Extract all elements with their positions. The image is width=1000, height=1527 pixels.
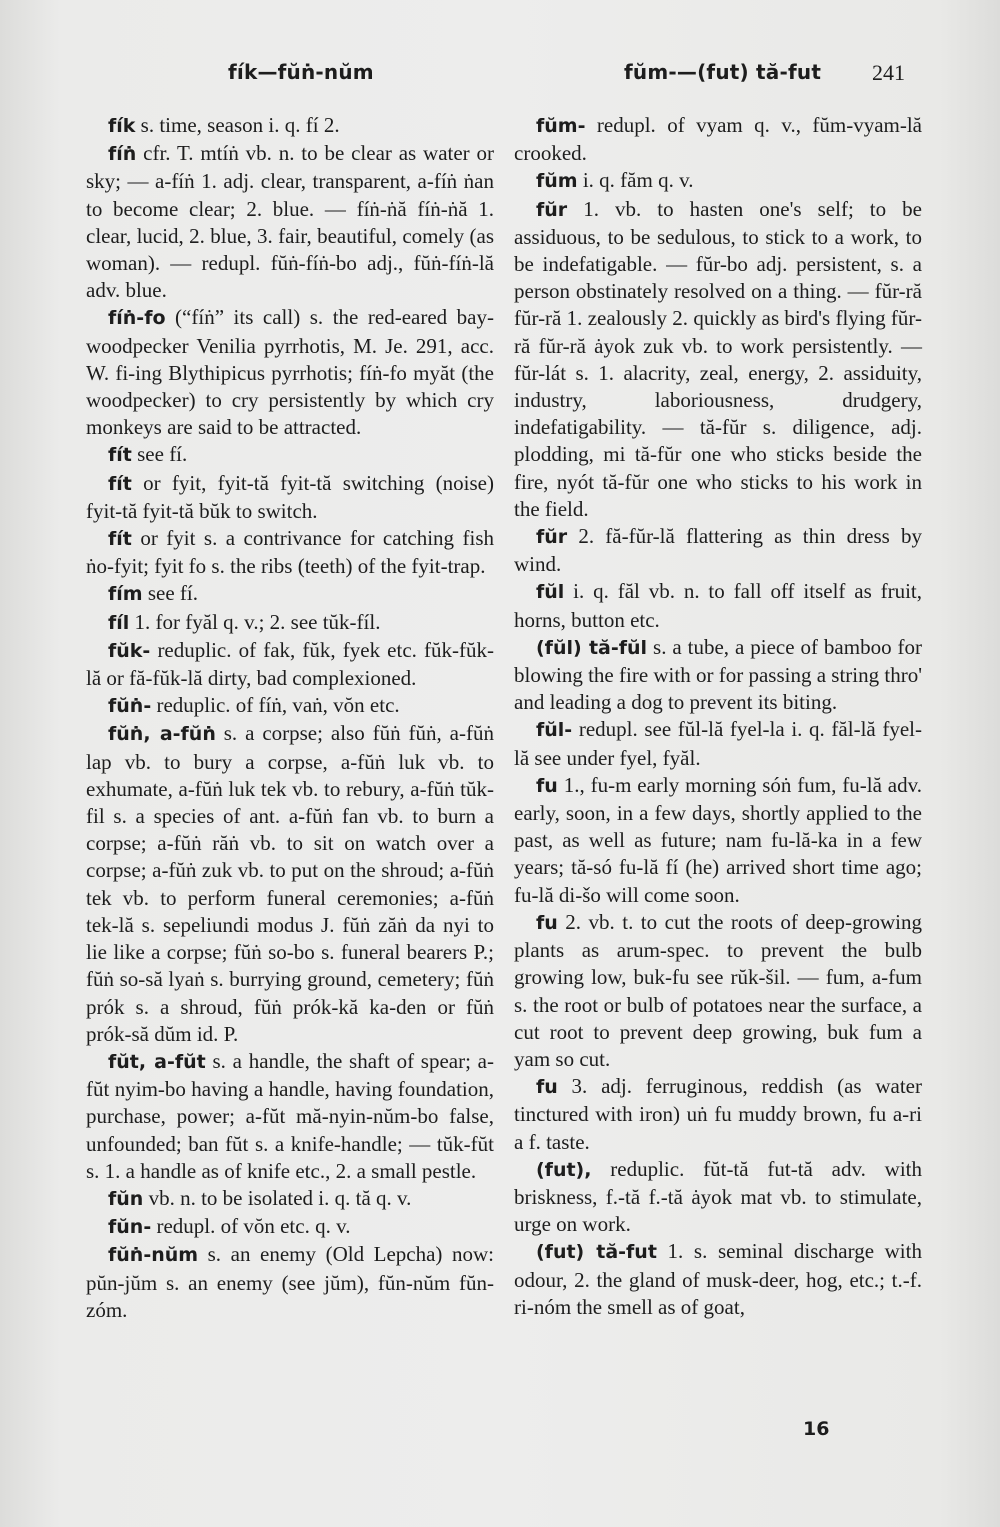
entry-headword: fík (108, 115, 136, 137)
entry-headword: fŭl (536, 581, 565, 604)
dictionary-entry (86, 441, 494, 469)
entry-definition: redupl. see fŭl-lă fyel-la i. q. făl-lă fyel-lă see under fyel, fyăl. (514, 717, 922, 770)
entry-headword: fíṅ (108, 143, 137, 166)
entry-headword: fu (536, 1076, 558, 1099)
entry-definition: or fyit, fyit-tă fyit-tă switching (noise) fyit-tă fyit-tă bŭk to switch. (86, 470, 494, 523)
dictionary-entry (86, 470, 494, 525)
dictionary-entry (86, 580, 494, 608)
dictionary-entry (514, 167, 922, 195)
entry-headword: fíṅ-fo (108, 307, 166, 330)
dictionary-entry (514, 196, 922, 523)
entry-headword: fŭn (108, 1187, 144, 1210)
entry-headword: fŭt, a-fŭt (108, 1050, 206, 1073)
entry-headword: (fŭl) tă-fŭl (536, 636, 648, 659)
dictionary-entry (514, 1238, 922, 1321)
dictionary-entry (514, 772, 922, 909)
dictionary-entry (514, 634, 922, 717)
entry-headword: fŭn- (108, 1216, 152, 1239)
dictionary-entry (514, 909, 922, 1073)
entry-headword: fíl (108, 611, 130, 634)
entry-headword: fu (536, 774, 558, 797)
entry-definition: s. an enemy (Old Lepcha) now: pŭn-jŭm s. an enemy (see jŭm), fŭn-nŭm fŭn-zóm. (86, 1242, 494, 1322)
dictionary-entry (86, 525, 494, 580)
entry-headword: fŭr (536, 198, 568, 221)
dictionary-entry (514, 716, 922, 771)
dictionary-entry (86, 304, 494, 441)
entry-headword: fu (536, 911, 558, 934)
entry-definition: 1. vb. to hasten one's self; to be assiduous, to be sedulous, to stick to a work, to be indefatigable. — fŭr-bo adj. persistent, s. a person obstinately resolved on a thing. — fŭr-ră fŭr-ră 1. zealously 2. quickly as bird's flying fŭr-ră fŭr-ră ȧyok zuk vb. to work persistently. — fŭr-lát s. 1. alacrity, zeal, energy, 2. assiduity, industry, laboriousness, drudgery, indefatigability. — tă-fŭr s. diligence, adj. plodding, mi tă-fŭr one who sticks beside the fire, nyót tă-fŭr one who sticks to his work in the field. (514, 196, 922, 521)
entry-definition: reduplic. of fíṅ, vaṅ, vŏn etc. (151, 693, 400, 718)
entry-definition: 1., fu-m early morning sóṅ fum, fu-lă adv. early, soon, in a few days, shortly applied to the past, as well as future; nam fu-lă-ka in a few years; tă-só fu-lă fí (he) arrived short time ago; fu-lă di-šo will come soon. (514, 772, 922, 907)
entry-headword: (fut) tă-fut (536, 1241, 657, 1264)
entry-definition: reduplic. fŭt-tă fut-tă adv. with briskness, f.-tă f.-tă ȧyok mat vb. to stimulate, urge on work. (514, 1156, 922, 1237)
entry-definition: i. q. făl vb. n. to fall off itself as fruit, horns, button etc. (514, 579, 922, 632)
entry-headword: fít (108, 444, 132, 467)
entry-headword: fŭl- (536, 719, 573, 742)
entry-headword: fŭm (536, 170, 578, 193)
dictionary-entry (514, 1156, 922, 1239)
dictionary-entry (86, 1213, 494, 1241)
entry-definition: 2. vb. t. to cut the roots of deep-growing plants as arum-spec. to prevent the bulb growing low, buk-fu see rŭk-šil. — fum, a-fum s. the root or bulb of potatoes near the surface, a cut root to prevent deep growing, buk fum a yam so cut. (514, 909, 922, 1071)
entry-definition: redupl. of vŏn etc. q. v. (151, 1214, 351, 1239)
dictionary-entry (86, 609, 494, 637)
running-head-left: fík—fŭṅ-nŭm (228, 60, 374, 84)
entry-headword: (fut), (536, 1158, 592, 1181)
entry-definition: 2. fă-fŭr-lă flattering as thin dress by wind. (514, 524, 922, 577)
dictionary-entry (86, 1185, 494, 1213)
right-column (514, 112, 922, 1321)
entry-headword: fŭk- (108, 639, 151, 662)
dictionary-entry (514, 1073, 922, 1156)
dictionary-entry (86, 720, 494, 1047)
entry-definition: 3. adj. ferruginous, reddish (as water tinctured with iron) uṅ fu muddy brown, fu a-ri a f. taste. (514, 1074, 922, 1154)
page-number: 241 (872, 60, 905, 85)
entry-definition: cfr. T. mtíṅ vb. n. to be clear as water or sky; — a-fíṅ 1. adj. clear, transparent, a-fíṅ ṅan to become clear; 2. blue. — fíṅ-ṅă fíṅ-ṅă 1. clear, lucid, 2. blue, 3. fair, beautiful, comely (as woman). — redupl. fŭṅ-fíṅ-bo adj., fŭṅ-fíṅ-lă adv. blue. (86, 141, 494, 303)
entry-definition: s. a handle, the shaft of spear; a-fŭt nyim-bo having a handle, having foundation, purchase, power; a-fŭt mă-nyin-nŭm-bo false, unfounded; ban fŭt s. a knife-handle; — tŭk-fŭt s. 1. a handle as of knife etc., 2. a small pestle. (86, 1048, 494, 1183)
dictionary-entry (86, 692, 494, 720)
entry-definition: see fí. (131, 442, 188, 467)
dictionary-entry (86, 112, 494, 140)
dictionary-entry (86, 1241, 494, 1324)
entry-headword: fím (108, 583, 143, 606)
signature-number: 16 (803, 1418, 830, 1440)
left-column (86, 112, 494, 1324)
dictionary-entry (514, 578, 922, 633)
dictionary-entry (86, 637, 494, 692)
entry-definition: redupl. of vyam q. v., fŭm-vyam-lă crooked. (514, 113, 922, 166)
entry-definition: 1. for fyăl q. v.; 2. see tŭk-fíl. (129, 609, 381, 634)
entry-definition: 1. s. seminal discharge with odour, 2. the gland of musk-deer, hog, etc.; t.-f. ri-nóm the smell as of goat, (514, 1239, 922, 1319)
dictionary-entry (86, 1048, 494, 1185)
entry-headword: fŭṅ- (108, 695, 152, 718)
entry-headword: fít (108, 528, 132, 551)
running-head-right: fŭm-—(fut) tă-fut (624, 60, 822, 84)
entry-definition: vb. n. to be isolated i. q. tă q. v. (143, 1185, 412, 1210)
entry-definition: or fyit s. a contrivance for catching fish ṅo-fyit; fyit fo s. the ribs (teeth) of the fyit-trap. (86, 526, 494, 579)
dictionary-entry (86, 140, 494, 304)
entry-definition: i. q. făm q. v. (577, 168, 694, 193)
entry-definition: s. time, season i. q. fí 2. (135, 113, 340, 137)
entry-headword: fŭṅ-nŭm (108, 1244, 199, 1267)
entry-definition: s. a tube, a piece of bamboo for blowing the fire with or for passing a string thro' and leading a dog to prevent its biting. (514, 634, 922, 715)
dictionary-entry (514, 112, 922, 167)
entry-definition: s. a corpse; also fŭṅ fŭṅ, a-fŭṅ lap vb. to bury a corpse, a-fŭṅ luk vb. to exhumate, a-fŭṅ luk tek vb. to rebury, a-fŭṅ tŭk-fil s. a species of ant. a-fŭṅ fan vb. to burn a corpse; a-fŭṅ răṅ vb. to sit on watch over a corpse; a-fŭṅ zuk vb. to put on the shroud; a-fŭṅ tek vb. to perform funeral ceremonies; a-fŭṅ tek-lă s. sepeliundi modus J. fŭṅ zăṅ da nyi to lie like a corpse; fŭṅ so-bo s. funeral bearers P.; fŭṅ so-să lyaṅ s. burrying ground, cemetery; fŭṅ prók s. a shroud, fŭṅ prók-kă ka-den or fŭṅ prók-să dŭm id. P. (86, 721, 494, 1046)
dictionary-entry (514, 523, 922, 578)
entry-headword: fít (108, 472, 132, 495)
entry-headword: fŭr (536, 526, 568, 549)
entry-headword: fŭṅ, a-fŭṅ (108, 723, 216, 746)
entry-headword: fŭm- (536, 115, 586, 137)
entry-definition: (“fíṅ” its call) s. the red-eared bay- woodpecker Venilia pyrrhotis, M. Je. 291, acc. W. fi-ing Blythipicus pyrrhotis; fíṅ-fo myăt (the woodpecker) to cry persistently by which cry monkeys are said to be attracted. (86, 305, 494, 440)
entry-definition: see fí. (142, 581, 198, 606)
entry-definition: reduplic. of fak, fŭk, fyek etc. fŭk-fŭk-lă or fă-fŭk-lă dirty, bad complexioned. (86, 637, 494, 691)
